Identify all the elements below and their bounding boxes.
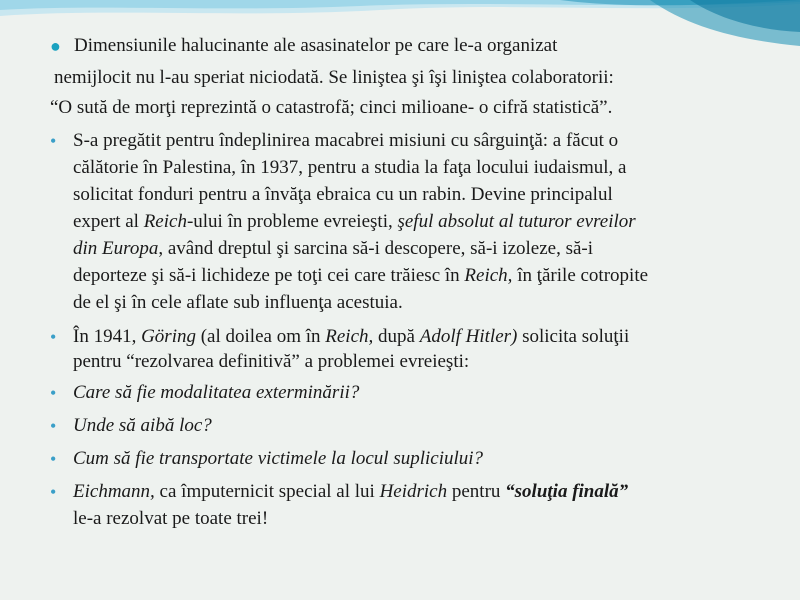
bullet-icon: •: [50, 131, 57, 151]
bullet-icon: •: [50, 482, 57, 502]
bullet-1-line-1: S-a pregătit pentru îndeplinirea macabrei misiuni cu sârguinţă: a făcut o: [73, 130, 619, 151]
text-run-italic: Unde să aibă loc?: [73, 415, 212, 436]
text-run-bold-italic: [505, 481, 628, 502]
bullet-1-line-6: [73, 264, 648, 288]
text-run: (al doilea om în: [195, 326, 326, 347]
bullet-2-line-2: pentru “rezolvarea definitivă” a problemei evreieşti:: [73, 351, 470, 372]
bullet-6-line-2: le-a rezolvat pe toate trei!: [73, 508, 269, 529]
text-run-italic: Reich: [143, 211, 187, 232]
bullet-icon: •: [50, 416, 57, 436]
bullet-icon: ●: [50, 36, 61, 56]
text-run-italic: Care să fie modalitatea exterminării?: [73, 382, 360, 403]
text-run-bold: “soluţia finală”: [505, 481, 629, 502]
text-run-italic: din Europa: [73, 238, 159, 259]
text-run: expert al: [73, 211, 144, 232]
bullet-1-line-4: [73, 210, 636, 234]
bullet-1-line-7: de el şi în cele aflate sub influenţa acestuia.: [73, 292, 403, 313]
bullet-1-line-3: solicitat fonduri pentru a învăţa ebraica cu un rabin. Devine principalul: [73, 184, 613, 205]
bullet-1-line-2: călătorie în Palestina, în 1937, pentru a studia la faţa locului iudaismul, a: [73, 157, 627, 178]
text-run-italic: Adolf Hitler): [419, 326, 518, 347]
bullet-icon: •: [50, 383, 57, 403]
text-run: , având dreptul şi sarcina să-i descopere, să-i izoleze, să-i: [158, 238, 594, 259]
text-run-italic: Cum să fie transportate victimele la locul supliciului?: [73, 448, 484, 469]
bullet-5: [73, 447, 483, 471]
text-run: deporteze şi să-i lichideze pe toţi cei care trăiesc în: [73, 265, 465, 286]
text-run: solicita soluţii: [517, 326, 630, 347]
bullet-3: [73, 381, 359, 405]
bullet-icon: •: [50, 449, 57, 469]
text-run: după: [373, 326, 420, 347]
bullet-icon: •: [50, 327, 57, 347]
text-run: ca împuternicit special al lui: [154, 481, 380, 502]
text-run: În 1941,: [73, 326, 142, 347]
text-run: pentru: [447, 481, 506, 502]
text-run-italic: Eichmann,: [73, 481, 155, 502]
text-run-italic: Göring: [141, 326, 196, 347]
bullet-2-line-1: [73, 325, 629, 349]
text-run-italic: şeful absolut al tuturor evreilor: [397, 211, 636, 232]
intro-quote: “O sută de morţi reprezintă o catastrofă; cinci milioane- o cifră statistică”.: [50, 97, 613, 118]
text-run: -ului în probleme evreieşti,: [186, 211, 398, 232]
bullet-1-line-5: [73, 237, 593, 261]
text-run: în ţările cotropite: [512, 265, 649, 286]
bullet-6-line-1: [73, 480, 628, 504]
intro-line-1: Dimensiunile halucinante ale asasinatelor pe care le-a organizat: [74, 35, 558, 56]
text-run-italic: Heidrich: [379, 481, 448, 502]
text-run-italic: Reich,: [464, 265, 513, 286]
intro-line-2: nemijlocit nu l-au speriat niciodată. Se liniştea şi îşi liniştea colaboratorii:: [54, 67, 614, 88]
bullet-4: [73, 414, 212, 438]
text-run-italic: Reich,: [325, 326, 374, 347]
